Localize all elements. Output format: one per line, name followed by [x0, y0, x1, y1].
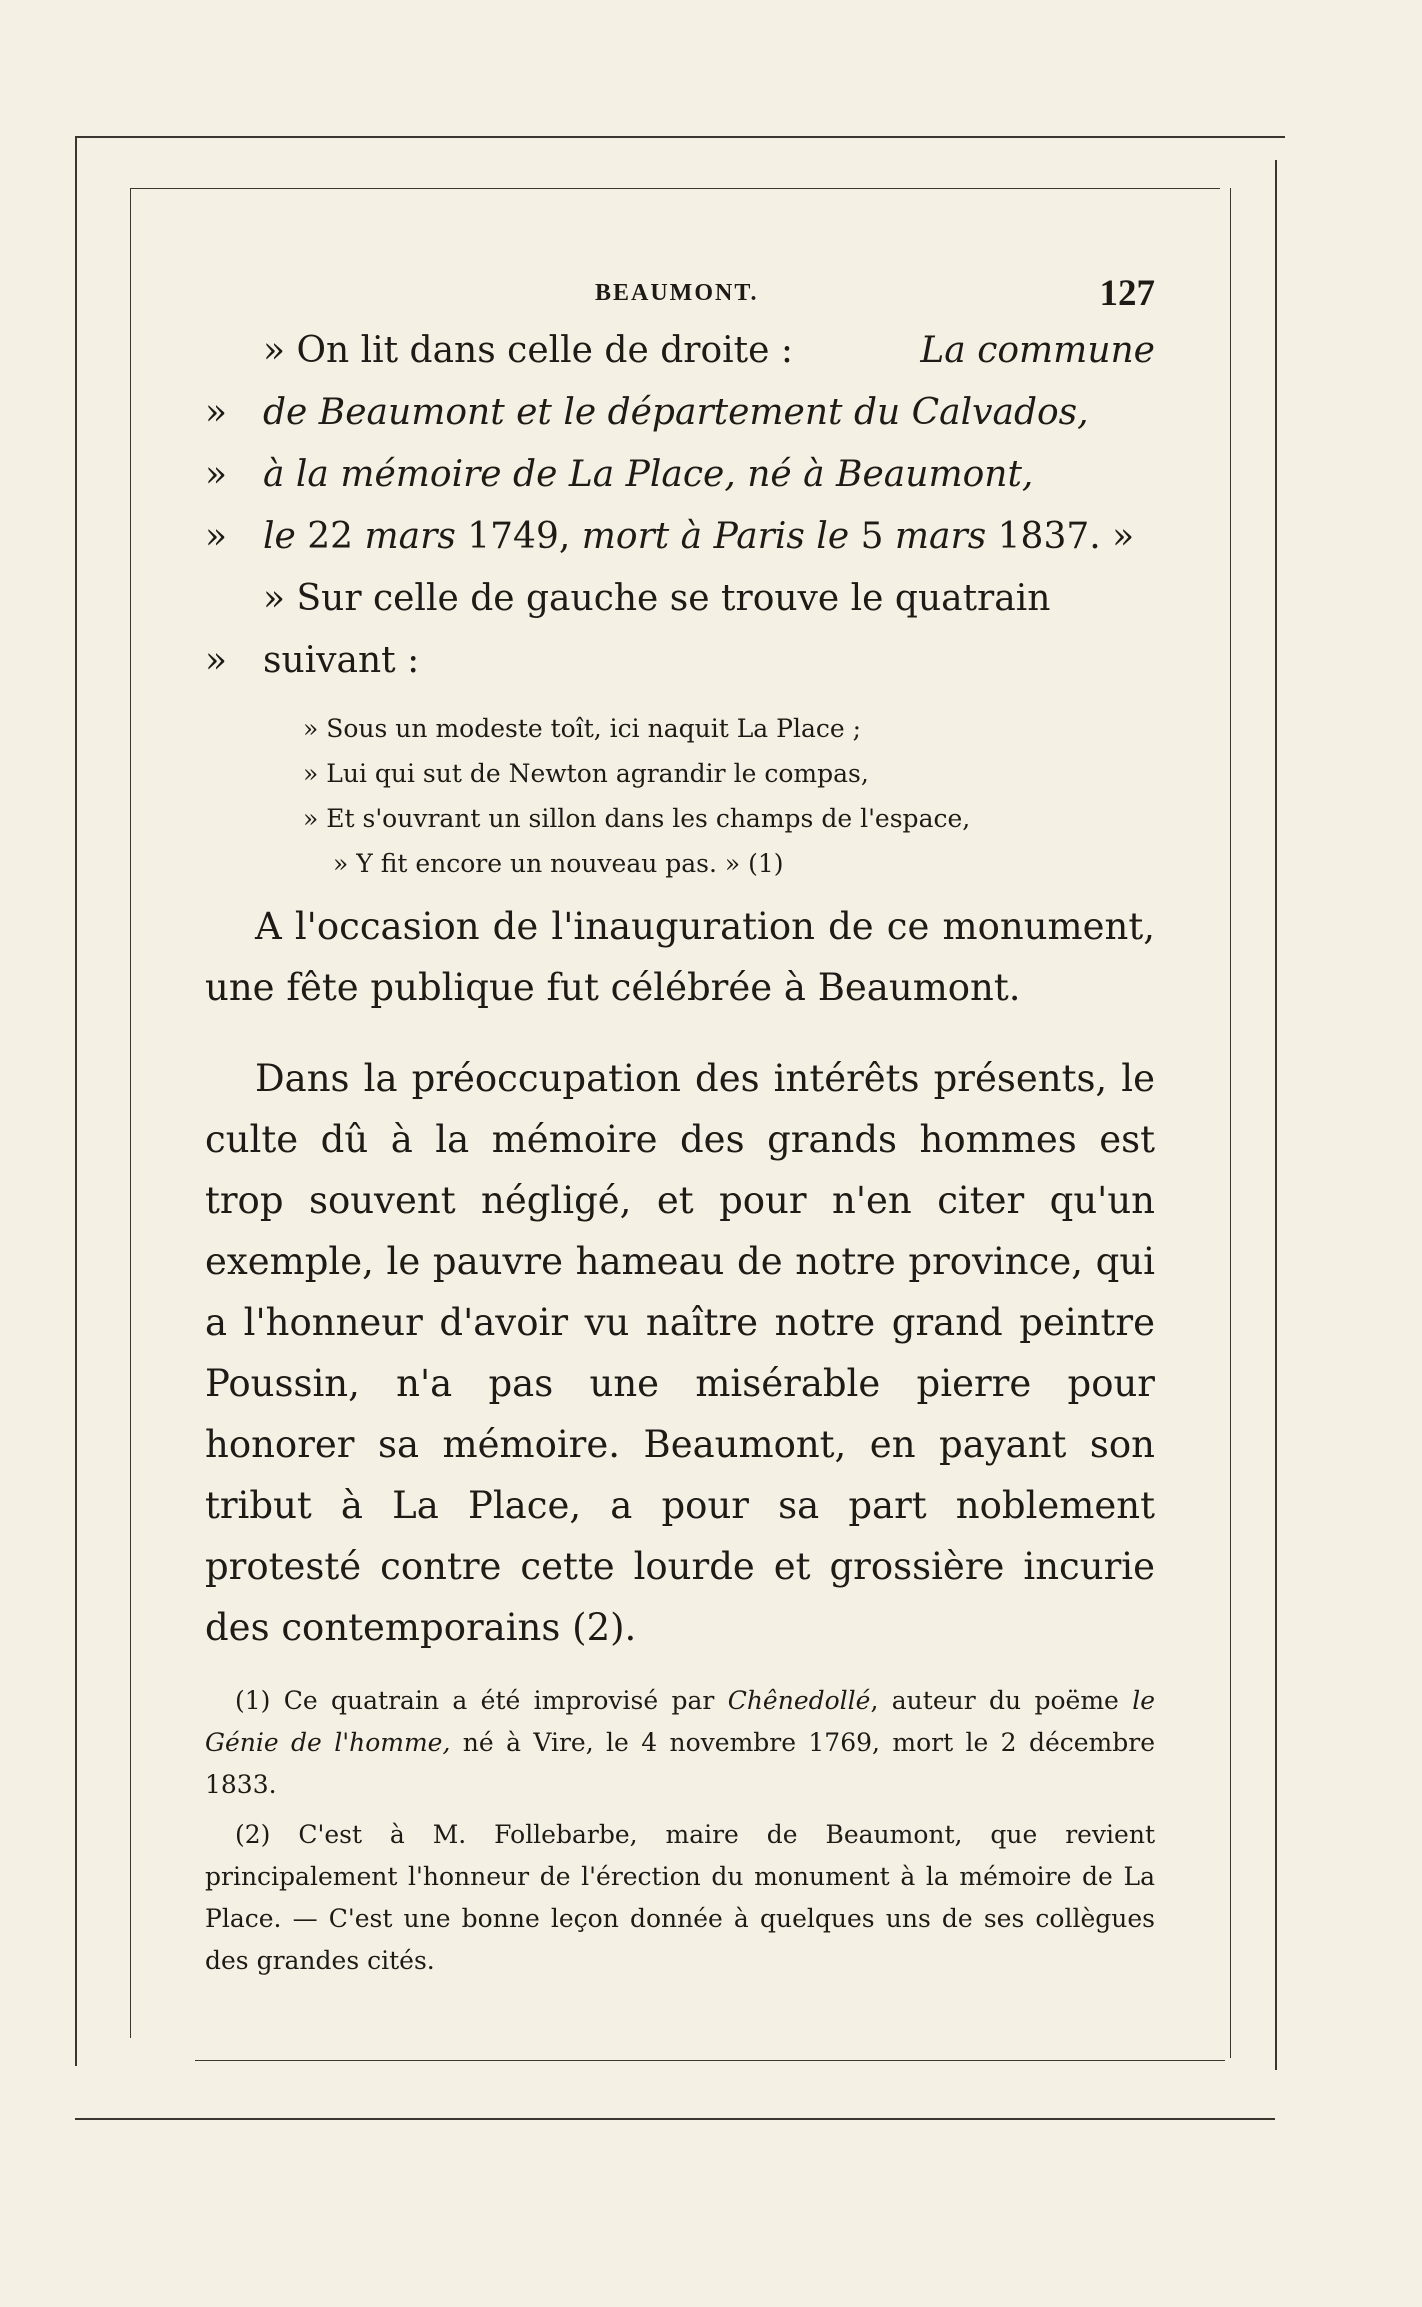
- quote-line-4: » le 22 mars 1749, mort à Paris le 5 mars 1837. »: [205, 516, 1135, 557]
- frame-top-inner: [130, 188, 1220, 189]
- quote-line-6: » suivant :: [205, 640, 420, 681]
- frame-left-inner: [130, 188, 131, 2038]
- paragraph-poussin: Dans la préoccupation des intérêts présents, le culte dû à la mémoire des grands hommes est trop souvent négligé, et pour n'en citer qu'un exemple, le pauvre hameau de notre province, qui a l'honneur d'avoir vu naître notre grand peintre Poussin, n'a pas une misérable pierre pour honorer sa mémoire. Beaumont, en payant son tribut à La Place, a pour sa part noblement protesté contre cette lourde et grossière incurie des contemporains (2).: [205, 1057, 1155, 1649]
- footnote-1: (1) Ce quatrain a été improvisé par Chênedollé, auteur du poëme le Génie de l'homme, né à Vire, le 4 novembre 1769, mort le 2 décembre 1833.: [205, 1686, 1156, 1799]
- frame-right-inner: [1230, 188, 1231, 2058]
- book-page: [205, 250, 1155, 1990]
- quote-line-2: » de Beaumont et le département du Calvados,: [205, 392, 1089, 433]
- footnote-2: (2) C'est à M. Follebarbe, maire de Beaumont, que revient principalement l'honneur de l'érection du monument à la mémoire de La Place. — C'est une bonne leçon donnée à quelques uns de ses collègues des grandes cités.: [205, 1820, 1155, 1975]
- body-text: [205, 896, 1155, 1658]
- frame-top-outer: [75, 136, 1285, 138]
- page-header: [205, 250, 1155, 320]
- inscription-quote: [205, 320, 1155, 692]
- frame-right-outer: [1275, 160, 1277, 2070]
- paragraph-inauguration: A l'occasion de l'inauguration de ce monument, une fête publique fut célébrée à Beaumont.: [205, 905, 1155, 1009]
- quatrain-line-2: » Lui qui sut de Newton agrandir le compas,: [303, 759, 869, 788]
- frame-left-outer: [75, 136, 77, 2066]
- running-title: BEAUMONT.: [595, 280, 759, 306]
- quatrain-line-4: » Y fit encore un nouveau pas. » (1): [333, 849, 784, 878]
- quatrain: [303, 706, 1155, 886]
- page-number: 127: [1099, 273, 1155, 314]
- quote-line-3: » à la mémoire de La Place, né à Beaumont,: [205, 454, 1034, 495]
- frame-bottom-outer: [75, 2118, 1275, 2120]
- frame-bottom-inner: [195, 2060, 1225, 2061]
- quote-line-1: » On lit dans celle de droite : La commune: [263, 330, 1155, 371]
- footnotes: [205, 1680, 1155, 1982]
- quatrain-line-1: » Sous un modeste toît, ici naquit La Place ;: [303, 714, 862, 743]
- quatrain-line-3: » Et s'ouvrant un sillon dans les champs de l'espace,: [303, 804, 971, 833]
- quote-line-5: » Sur celle de gauche se trouve le quatrain: [263, 578, 1051, 619]
